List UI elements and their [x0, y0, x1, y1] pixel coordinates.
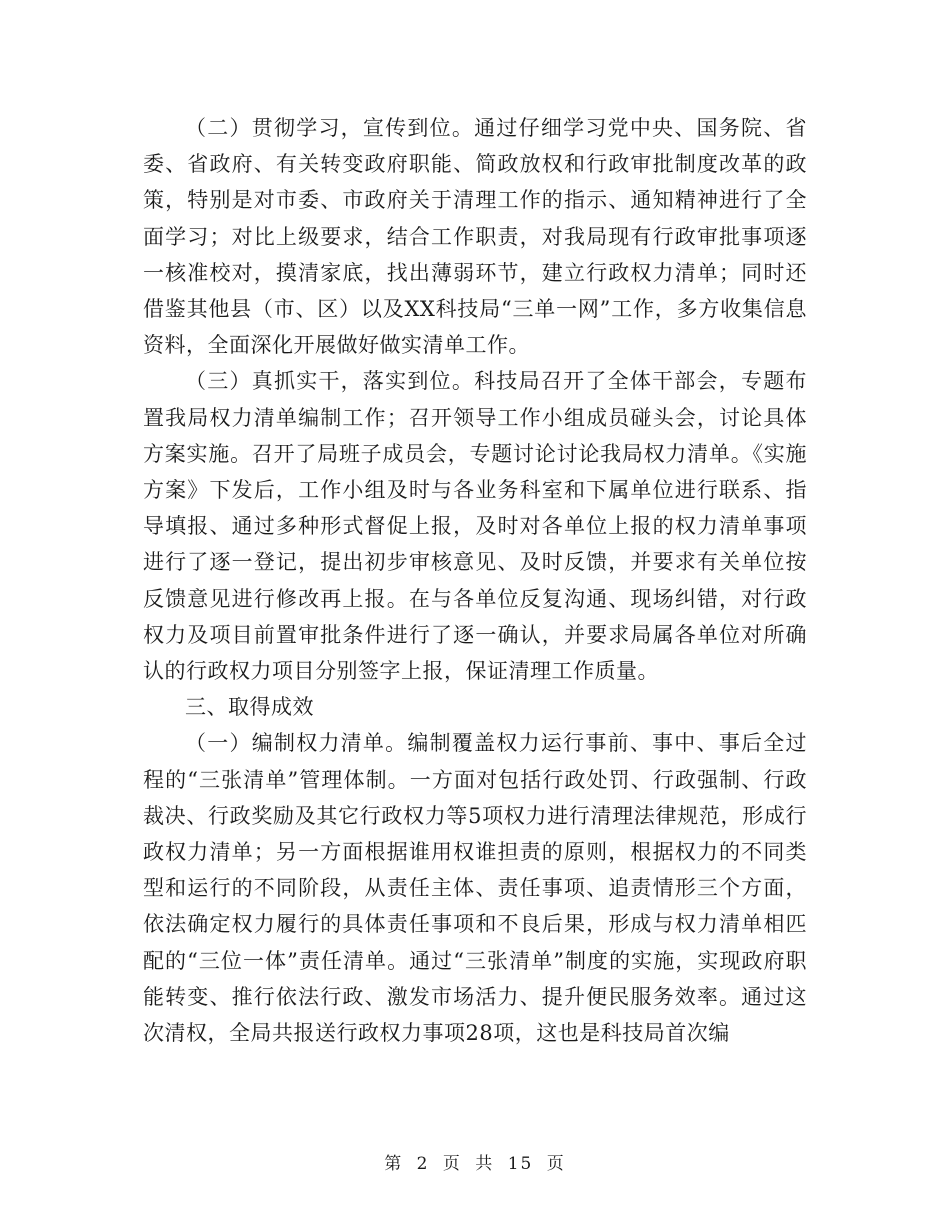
section-heading-results: 三、取得成效: [185, 695, 314, 720]
page-number-footer: 第 2 页 共 15 页: [384, 1154, 566, 1174]
paragraph-power-list: （一）编制权力清单。编制覆盖权力运行事前、事中、事后全过程的“三张清单”管理体制。一方面对包括行政处罚、行政强制、行政裁决、行政奖励及其它行政权力等5项权力进行清理法律规范，形成行政权力清单；另一方面根据谁用权谁担责的原则，根据权力的不同类型和运行的不同阶段，从责任主体、责任事项、追责情形三个方面，依法确定权力履行的具体责任事项和不良后果，形成与权力清单相匹配的“三位一体”责任清单。通过“三张清单”制度的实施，实现政府职能转变、推行依法行政、激发市场活力、提升便民服务效率。通过这次清权，全局共报送行政权力事项28项，这也是科技局首次编: [143, 731, 807, 1046]
paragraph-publicize: （二）贯彻学习，宣传到位。通过仔细学习党中央、国务院、省委、省政府、有关转变政府职能、简政放权和行政审批制度改革的政策，特别是对市委、市政府关于清理工作的指示、通知精神进行了全面学习；对比上级要求，结合工作职责，对我局现有行政审批事项逐一核准校对，摸清家底，找出薄弱环节，建立行政权力清单；同时还借鉴其他县（市、区）以及XX科技局“三单一网”工作，多方收集信息资料，全面深化开展做好做实清单工作。: [143, 116, 807, 358]
document-body: [143, 110, 807, 1051]
paragraph-implement: （三）真抓实干，落实到位。科技局召开了全体干部会，专题布置我局权力清单编制工作；召开领导工作小组成员碰头会，讨论具体方案实施。召开了局班子成员会，专题讨论讨论我局权力清单。《实施方案》下发后，工作小组及时与各业务科室和下属单位进行联系、指导填报、通过多种形式督促上报，及时对各单位上报的权力清单事项进行了逐一登记，提出初步审核意见、及时反馈，并要求有关单位按反馈意见进行修改再上报。在与各单位反复沟通、现场纠错，对行政权力及项目前置审批条件进行了逐一确认，并要求局属各单位对所确认的行政权力项目分别签字上报，保证清理工作质量。: [143, 369, 807, 684]
